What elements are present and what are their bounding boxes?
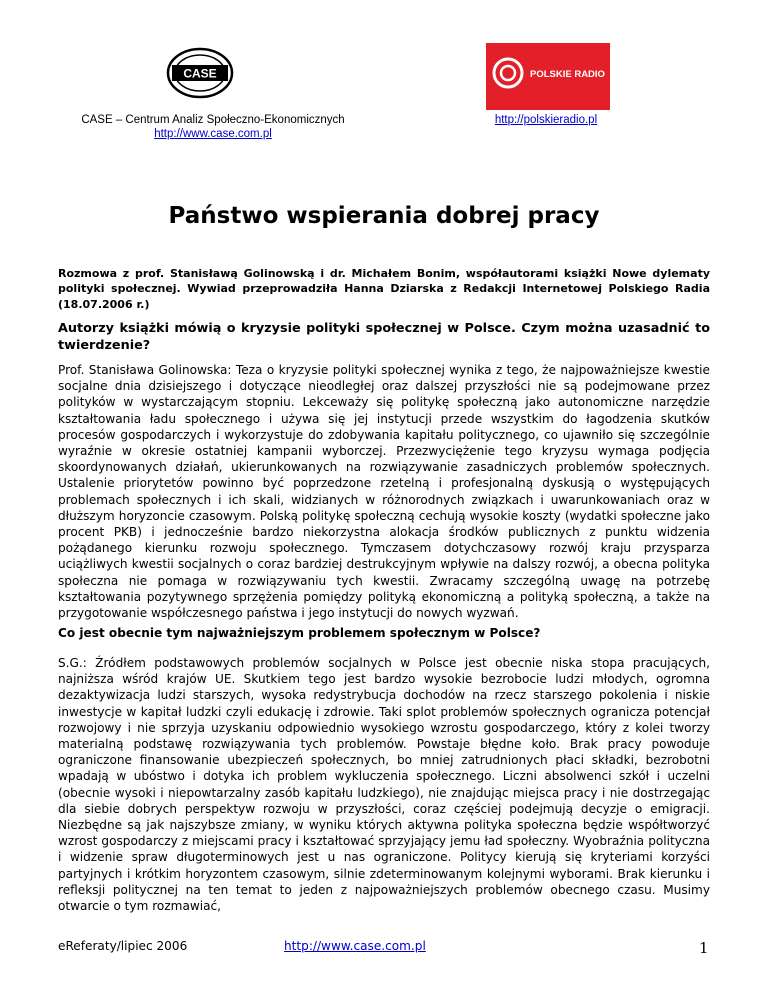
polskie-radio-logo-text: POLSKIE RADIO	[530, 69, 605, 80]
polskie-radio-logo	[486, 43, 610, 110]
footer-url-link[interactable]: http://www.case.com.pl	[284, 939, 426, 953]
footer-source: eReferaty/lipiec 2006	[58, 939, 188, 953]
question-1: Autorzy książki mówią o kryzysie polityki społecznej w Polsce. Czym można uzasadnić to twierdzenie?	[58, 321, 710, 353]
case-logo-text: CASE	[183, 66, 217, 81]
document-title: Państwo wspierania dobrej pracy	[168, 203, 600, 229]
answer-2: S.G.: Źródłem podstawowych problemów socjalnych w Polsce jest obecnie niska stopa pracujących, najniższa wśród krajów UE. Skutkiem tego jest bardzo wysokie bezrobocie ludzi młodych, ogromna dezaktywizacja ludzi starszych, wysoka redystrybucja dochodów na rzecz starszego pokolenia i niskie inwestycje w kapitał ludzki czyli edukację i zdrowie. Taki splot problemów społecznych ogranicza potencjał rozwojowy i nie sprzyja uzyskaniu odpowiednio wysokiego wzrostu gospodarczego, który z kolei tworzy materialną podstawę rozwiązywania tych problemów. Powstaje błędne koło. Brak pracy powoduje ograniczone finansowanie ubezpieczeń społecznych, bo mniej zatrudnionych płaci składki, bezrobotni wpadają w ubóstwo i dotyka ich problem wykluczenia społecznego. Liczni absolwenci szkół i uczelni (obecnie wysoki i niepowtarzalny zasób kapitału ludzkiego), nie znajdując miejsca pracy i nie dostrzegając dla siebie dobrych perspektyw rozwoju w przyszłości, coraz częściej podejmują decyzje o emigracji. Niezbędne są jak najszybsze zmiany, w wyniku których aktywna polityka społeczna będzie współtworzyć wzrost gospodarczy z miejscami pracy i kształtować sprzyjający jemu ład społeczny. Wyobraźnia polityczna i widzenie spraw długoterminowych jest u nas ograniczone. Politycy kierują się kryteriami korzyści partyjnych i krótkim horyzontem czasowym, silnie zdeterminowanym kolejnymi wyborami. Brak kierunku i refleksji politycznej na ten temat to jeden z najpoważniejszych problemów obecnego czasu. Musimy otwarcie o tym rozmawiać,	[58, 656, 710, 914]
case-logo	[166, 47, 234, 99]
footer-url-container	[284, 939, 426, 953]
answer-1: Prof. Stanisława Golinowska: Teza o kryzysie polityki społecznej wynika z tego, że najpoważniejsze kwestie socjalne dnia dzisiejszego i dotyczące nieodległej oraz dalszej przyszłości nie są podejmowane przez polityków w wystarczającym stopniu. Lekceważy się politykę społeczną jako autonomiczne narzędzie kształtowania ładu społecznego i używa się jej instytucji przede wszystkim do łagodzenia skutków procesów gospodarczych i wykorzystuje do zdobywania kapitału politycznego, co ujawniło się szczególnie wyraźnie w okresie ostatniej kampanii wyborczej. Przezwyciężenie tego kryzysu wymaga podjęcia skoordynowanych działań, ukierunkowanych na rozwiązywanie zasadniczych problemów społecznych. Ustalenie priorytetów powinno być poprzedzone rzetelną i profesjonalną dyskusją o występujących problemach społecznych i ich skali, widzianych w różnorodnych związkach i uwarunkowaniach oraz w dłuższym horyzoncie czasowym. Polską politykę społeczną cechują wysokie koszty (wydatki społeczne jako procent PKB) i jednocześnie bardzo niekorzystna alokacja środków publicznych z punktu widzenia pożądanego kierunku rozwoju społecznego. Tymczasem dotychczasowy rozwój kraju przysparza uciążliwych kwestii socjalnych o coraz bardziej destrukcyjnym wpływie na dalszy rozwój, a obecna polityka społeczna nie pomaga w rozwiązywaniu tych kwestii. Zwracamy szczególną uwagę na potrzebę kształtowania pozytywnego sprzężenia pomiędzy polityką ekonomiczną a polityką społeczną, a także na przygotowanie współczesnego państwa i jego instytucji do nowych wyzwań.	[58, 363, 710, 621]
intro-paragraph: Rozmowa z prof. Stanisławą Golinowską i dr. Michałem Bonim, współautorami książki Nowe dylematy polityki społecznej. Wywiad przeprowadziła Hanna Dziarska z Redakcji Internetowej Polskiego Radia (18.07.2006 r.)	[58, 267, 710, 311]
page-number: 1	[699, 939, 709, 957]
polskie-radio-url-link[interactable]: http://polskieradio.pl	[494, 114, 598, 126]
case-organization-name: CASE – Centrum Analiz Społeczno-Ekonomicznych	[81, 114, 345, 126]
case-url-container	[48, 127, 378, 141]
case-url-link[interactable]: http://www.case.com.pl	[154, 128, 272, 140]
question-2: Co jest obecnie tym najważniejszym problemem społecznym w Polsce?	[58, 626, 541, 640]
polskie-radio-url-container	[470, 113, 622, 127]
